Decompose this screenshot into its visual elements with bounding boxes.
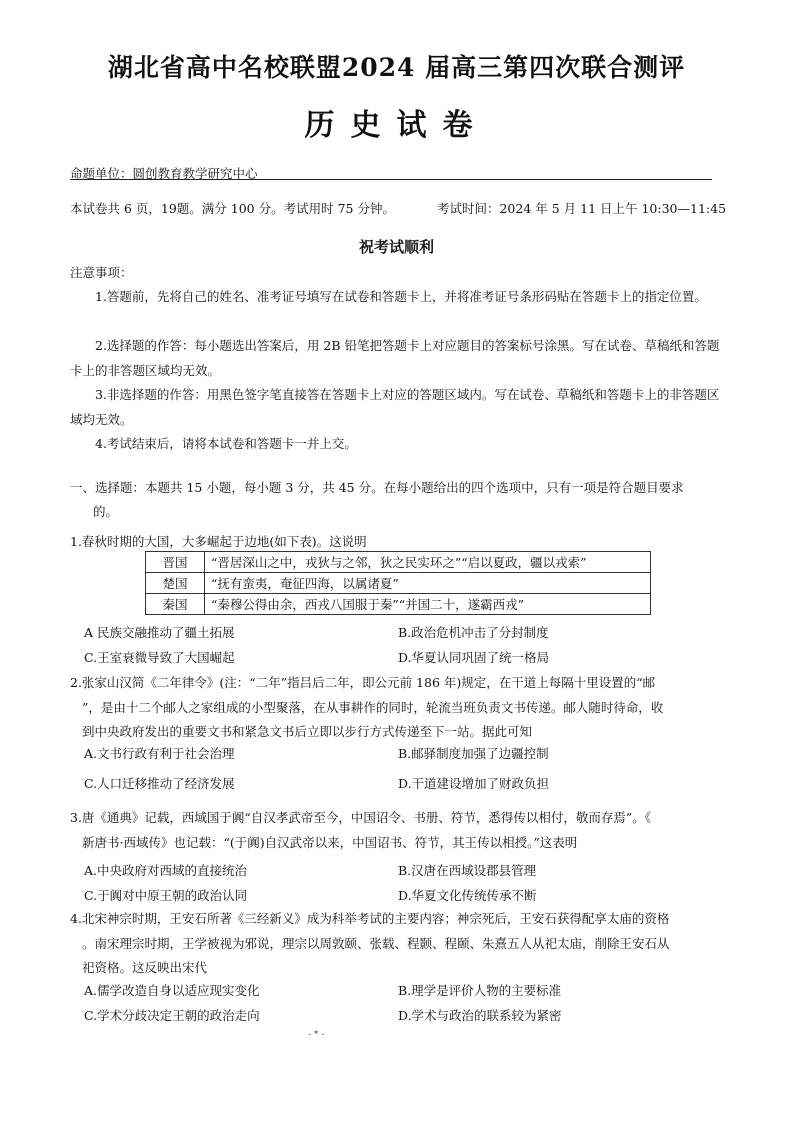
exam-title: 湖北省高中名校联盟2024 届高三第四次联合测评 (107, 53, 686, 82)
question-stem-line: 新唐书·西域传》也记载：“(于阗)自汉武帝以来，中国诏书、符节，其王传以相授。”这表明 (82, 834, 578, 850)
header-divider (70, 179, 712, 180)
proposition-unit: 命题单位：圆创教育教学研究中心 (70, 166, 258, 181)
exam-time: 考试时间：2024 年 5 月 11 日上午 10:30—11:45 (436, 201, 727, 216)
table-cell-state: 晋国 (146, 552, 205, 573)
option-d[interactable]: D.干道建设增加了财政负担 (398, 776, 550, 791)
exam-info-line (70, 199, 750, 217)
note-item: 1.答题前，先将自己的姓名、准考证号填写在试卷和答题卡上，并将准考证号条形码贴在答题卡上的指定位置。 (95, 289, 707, 304)
table-row (146, 573, 651, 594)
question-2-stem (70, 671, 730, 745)
question-2-options (84, 742, 724, 797)
question-stem-line: 祀资格。这反映出宋代 (82, 960, 208, 975)
notes-heading: 注意事项： (70, 265, 133, 280)
option-a[interactable]: A.文书行政有利于社会治理 (84, 746, 235, 761)
option-c[interactable]: C.人口迁移推动了经济发展 (84, 776, 235, 791)
option-d[interactable]: D.学术与政治的联系较为紧密 (398, 1007, 562, 1023)
question-stem-line: 3.唐《通典》记载，西域国于阗“自汉孝武帝至今，中国诏令、书册、符节，悉得传以相付，敬而存焉”。《 (70, 810, 651, 825)
table-cell-state: 秦国 (146, 594, 205, 615)
question-stem-line: 到中央政府发出的重要文书和紧急文书后立即以步行方式传递至下一站。据此可知 (82, 724, 533, 739)
table-cell-quote: “晋居深山之中，戎狄与之邻，狄之民实环之”“启以夏政，疆以戎索” (205, 552, 651, 573)
question-4-options (84, 979, 724, 1028)
question-1-table (145, 551, 651, 615)
note-item: 4.考试结束后，请将本试卷和答题卡一并上交。 (95, 436, 357, 451)
question-3-options (84, 859, 724, 908)
good-luck-heading: 祝考试顺利 (358, 238, 434, 256)
option-c[interactable]: C.学术分歧决定王朝的政治走向 (84, 1007, 260, 1023)
section-heading (70, 476, 730, 524)
question-stem-line: 2.张家山汉简《二年律令》(注：“二年”指吕后二年，即公元前 186 年)规定，在干道上每隔十里设置的“邮 (70, 675, 656, 690)
table-row (146, 594, 651, 615)
question-stem-line: 。南宋理宗时期，王学被视为邪说，理宗以周敦颐、张载、程颢、程颐、朱熹五人从祀太庙，削除王安石从 (82, 935, 670, 951)
table-cell-quote: “秦穆公得由余，西戎八国服于秦”“并国二十，遂霸西戎” (205, 594, 651, 615)
option-b[interactable]: B.汉唐在西域设郡县管理 (398, 863, 537, 878)
option-b[interactable]: B.政治危机冲击了分封制度 (398, 625, 549, 640)
option-c[interactable]: C.于阗对中原王朝的政治认同 (84, 887, 248, 903)
section-heading-line: 的。 (93, 504, 119, 519)
question-stem-line: 4.北宋神宗时期，王安石所著《三经新义》成为科举考试的主要内容；神宗死后，王安石获得配享太庙的资格 (70, 911, 670, 926)
exam-subtitle: 历史试卷 (304, 108, 489, 143)
option-a[interactable]: A.中央政府对西域的直接统治 (84, 863, 248, 878)
table-cell-quote: “抚有蛮夷，奄征四海，以属诸夏” (205, 573, 651, 594)
note-item: 2.选择题的作答：每小题选出答案后，用 2B 铅笔把答题卡上对应题目的答案标号涂黑。写在试卷、草稿纸和答题卡上的非答题区域均无效。 (70, 338, 720, 378)
exam-scope: 本试卷共 6 页，19题。满分 100 分。考试用时 75 分钟。 (70, 201, 395, 216)
section-heading-line: 一、选择题：本题共 15 小题，每小题 3 分，共 45 分。在每小题给出的四个选项中，只有一项是符合题目要求 (70, 480, 684, 495)
option-d[interactable]: D.华夏文化传统传承不断 (398, 887, 537, 903)
question-stem-line: 1.春秋时期的大国，大多崛起于边地(如下表)。这说明 (70, 534, 367, 549)
table-cell-state: 楚国 (146, 573, 205, 594)
question-3-stem (70, 806, 730, 855)
option-c[interactable]: C.王室衰微导致了大国崛起 (84, 649, 235, 665)
question-stem-line: ”，是由十二个邮人之家组成的小型聚落，在从事耕作的同时，轮流当班负责文书传递。邮人随时待命，收 (82, 699, 664, 715)
question-1-options (84, 621, 724, 670)
note-item: 3.非选择题的作答：用黑色签字笔直接答在答题卡上对应的答题区域内。写在试卷、草稿纸和答题卡上的非答题区域均无效。 (70, 387, 720, 427)
option-a[interactable]: A.儒学改造自身以适应现实变化 (84, 983, 260, 998)
question-4-stem (70, 907, 730, 981)
option-a[interactable]: A 民族交融推动了疆土拓展 (84, 625, 235, 640)
option-d[interactable]: D.华夏认同巩固了统一格局 (398, 649, 550, 665)
page-mark: - * - (308, 1030, 325, 1040)
table-row (146, 552, 651, 573)
option-b[interactable]: B.理学是评价人物的主要标准 (398, 983, 562, 998)
option-b[interactable]: B.邮驿制度加强了边疆控制 (398, 746, 549, 761)
